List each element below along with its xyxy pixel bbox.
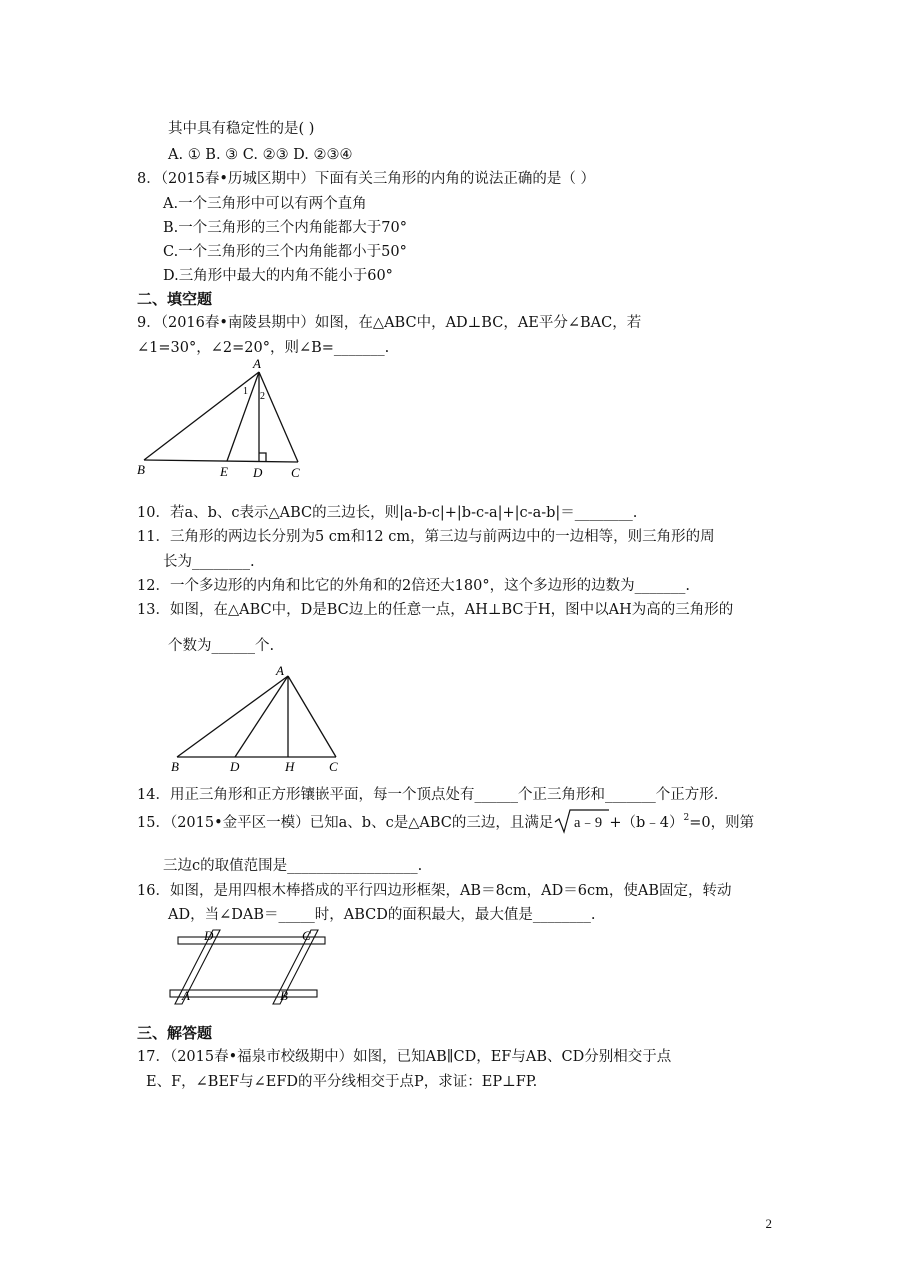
q9-label-e: E [220,464,228,479]
q11-line1: 11．三角形的两边长分别为5 cm和12 cm，第三边与前两边中的一边相等，则三角形的周 [137,529,715,545]
q8-option-a: A.一个三角形中可以有两个直角 [163,196,367,212]
q9-label-c: C [291,465,300,480]
q9-side-bc [144,460,298,462]
q13-label-b: B [171,759,179,774]
q9-angle-2: 2 [260,391,265,402]
q7-stem: 其中具有稳定性的是( ) [168,121,315,137]
q15-sqrt [553,808,609,834]
q16-line2: AD，当∠DAB＝_____时，ABCD的面积最大，最大值是________. [168,907,596,923]
q16-label-c: C [302,928,311,943]
q9-side-ac [259,372,298,462]
q9-label-b: B [137,462,145,477]
q12-text: 12．一个多边形的内角和比它的外角和的2倍还大180°，这个多边形的边数为_______. [137,578,690,594]
q8-stem: 8．（2015春•历城区期中）下面有关三角形的内角的说法正确的是（ ） [137,171,596,187]
q8-option-c: C.一个三角形的三个内角能都小于50° [163,244,407,260]
q13-segment-ad [235,676,288,757]
q15-prefix: 15．（2015•金平区一模）已知a、b、c是△ABC的三边，且满足 [137,815,554,831]
q16-parallelogram-figure [168,924,328,1006]
q13-side-ab [177,676,288,757]
section-heading-fill-in: 二、填空题 [137,290,213,308]
q15-suffix: =0，则第 [689,815,755,831]
q13-label-h: H [285,759,295,774]
q15-line1 [137,810,754,836]
q15-radical-sign [553,808,609,834]
q16-line1: 16．如图，是用四根木棒搭成的平行四边形框架，AB＝8cm，AD＝6cm，使AB固定，转动 [137,883,732,899]
q13-side-ac [288,676,336,757]
q16-label-a: A [182,988,190,1003]
q13-label-d: D [230,759,240,774]
q16-label-b: B [280,988,288,1003]
q9-side-ab [144,372,259,460]
q9-triangle-figure [133,356,313,481]
q9-label-a: A [253,356,261,371]
q17-line1: 17．（2015春•福泉市校级期中）如图，已知AB∥CD，EF与AB、CD分别相交于点 [137,1049,672,1065]
q13-line2: 个数为______个. [168,638,275,654]
q10-text: 10．若a、b、c表示△ABC的三边长，则|a-b-c|+|b-c-a|+|c-a-b|＝________. [137,505,638,521]
q9-angle-1: 1 [243,386,248,397]
q9-label-d: D [253,465,263,480]
q16-stick-ab [170,990,317,997]
q13-line1: 13．如图，在△ABC中，D是BC边上的任意一点，AH⊥BC于H，图中以AH为高的三角形的 [137,602,734,618]
q9-line2: ∠1=30°，∠2=20°，则∠B=_______. [137,340,390,356]
q17-line2: E、F，∠BEF与∠EFD的平分线相交于点P，求证：EP⊥FP. [146,1074,538,1090]
q7-options: A. ① B. ③ C. ②③ D. ②③④ [168,147,353,163]
section-heading-solve: 三、解答题 [137,1024,213,1042]
page-number: 2 [765,1216,772,1231]
q8-option-d: D.三角形中最大的内角不能小于60° [163,268,393,284]
q9-right-angle-mark [259,453,266,461]
q15-mid: +（b﹣4） [609,815,684,831]
q13-label-c: C [329,759,338,774]
q11-line2: 长为________. [163,554,255,570]
q16-label-d: D [204,928,214,943]
q13-label-a: A [276,663,284,678]
q13-triangle-figure [167,660,347,775]
q15-radicand: a﹣9 [574,815,603,831]
q15-line2: 三边c的取值范围是__________________. [163,858,423,874]
q15-exponent: 2 [683,813,690,823]
q14-text: 14．用正三角形和正方形镶嵌平面，每一个顶点处有______个正三角形和_______个正方形. [137,787,719,803]
q8-option-b: B.一个三角形的三个内角能都大于70° [163,220,407,236]
q9-line1: 9．（2016春•南陵县期中）如图，在△ABC中，AD⊥BC，AE平分∠BAC，若 [137,315,642,331]
